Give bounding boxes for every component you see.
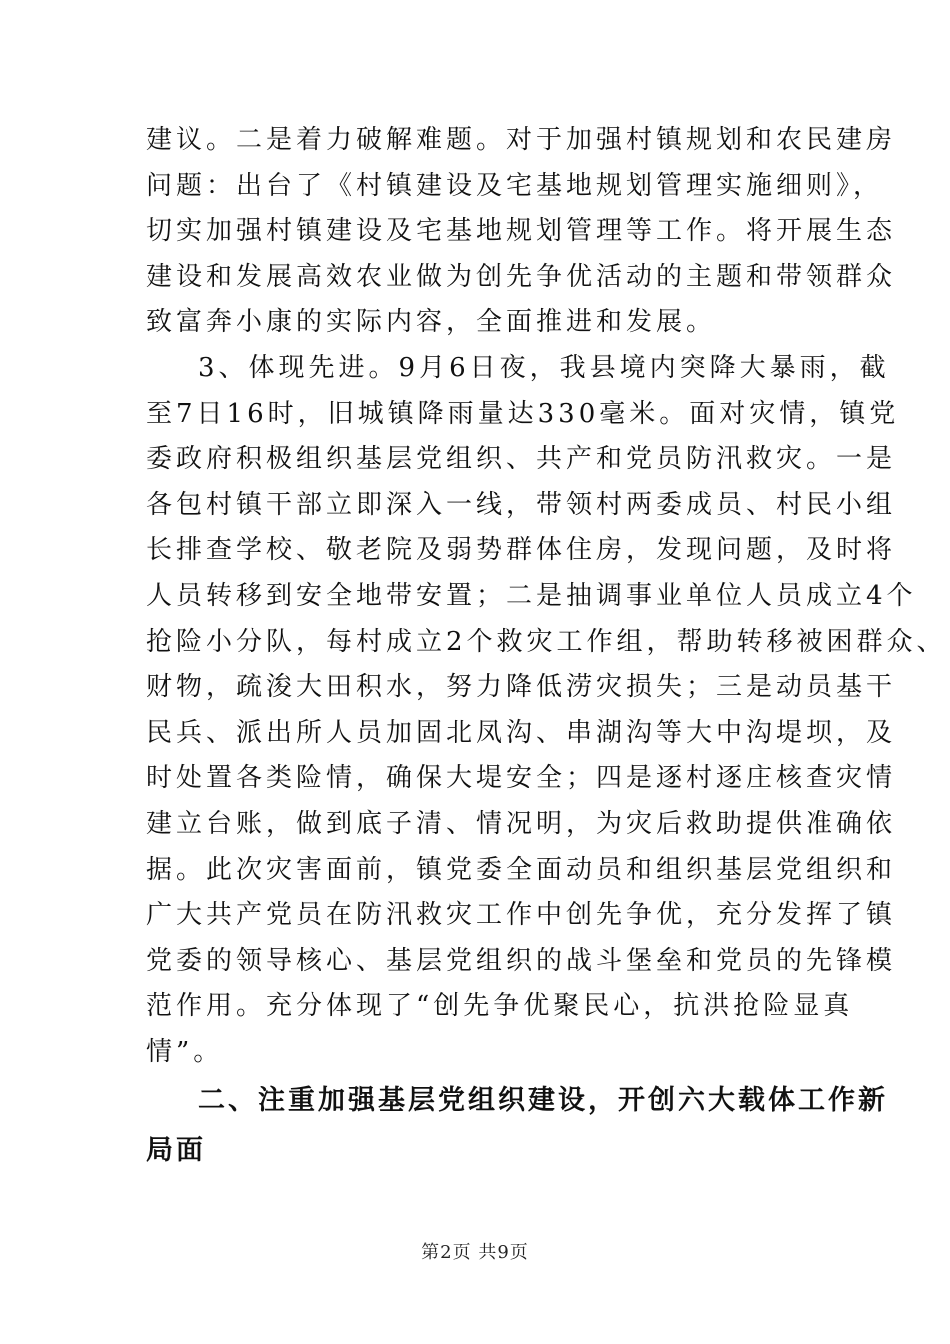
text-line: 范作用。充分体现了“创先争优聚民心，抗洪抢险显真 [146, 991, 854, 1022]
text-line: 问题：出台了《村镇建设及宅基地规划管理实施细则》， [146, 170, 884, 201]
text-line: 建立台账，做到底子清、情况明，为灾后救助提供准确依 [146, 808, 897, 839]
text-line: 建议。二是着力破解难题。对于加强村镇规划和农民建房 [146, 125, 897, 155]
text-line: 切实加强村镇建设及宅基地规划管理等工作。将开展生态 [146, 216, 897, 247]
text-line: 3、体现先进。9月6日夜，我县境内突降大暴雨，截 [198, 352, 890, 383]
text-line: 民兵、派出所人员加固北凤沟、串湖沟等大中沟堤坝，及 [146, 717, 897, 748]
text-line: 广大共产党员在防汛救灾工作中创先争优，充分发挥了镇 [146, 900, 897, 931]
text-line: 长排查学校、敬老院及弱势群体住房，发现问题，及时将 [146, 535, 897, 566]
text-line: 抢险小分队，每村成立2个救灾工作组，帮助转移被困群众、 [146, 626, 947, 657]
text-line: 情”。 [146, 1036, 224, 1067]
text-line: 财物，疏浚大田积水，努力降低涝灾损失；三是动员基干 [146, 672, 897, 703]
text-line: 至7日16时，旧城镇降雨量达330毫米。面对灾情，镇党 [146, 398, 900, 429]
text-line: 人员转移到安全地带安置；二是抽调事业单位人员成立4个 [146, 580, 917, 611]
text-line: 据。此次灾害面前，镇党委全面动员和组织基层党组织和 [146, 854, 897, 885]
section-heading [146, 1076, 888, 1176]
text-line: 委政府积极组织基层党组织、共产和党员防汛救灾。一是 [146, 444, 897, 475]
heading-line: 局面 [146, 1135, 206, 1166]
text-line: 党委的领导核心、基层党组织的战斗堡垒和党员的先锋模 [146, 945, 897, 976]
text-line: 致富奔小康的实际内容，全面推进和发展。 [146, 307, 717, 338]
document-body [146, 118, 947, 1075]
text-line: 建设和发展高效农业做为创先争优活动的主题和带领群众 [146, 261, 897, 292]
text-line: 时处置各类险情，确保大堤安全；四是逐村逐庄核查灾情 [146, 763, 897, 794]
text-line: 各包村镇干部立即深入一线，带领村两委成员、村民小组 [146, 489, 897, 520]
heading-line: 二、注重加强基层党组织建设，开创六大载体工作新 [198, 1085, 888, 1116]
page-footer: 第2页 共9页 [421, 1242, 529, 1263]
